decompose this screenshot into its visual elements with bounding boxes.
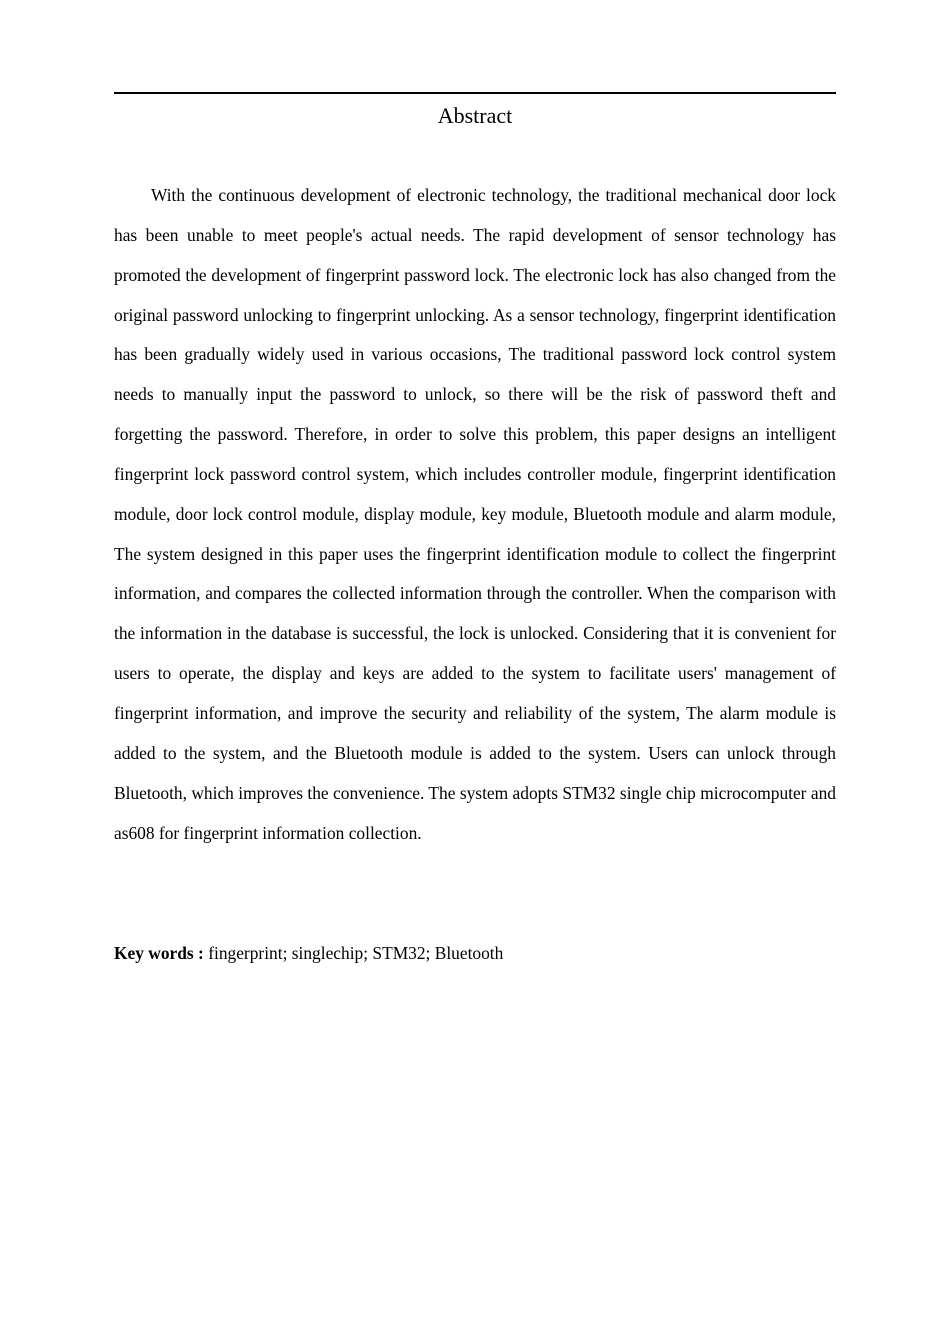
keywords-list: fingerprint; singlechip; STM32; Bluetooth — [208, 943, 504, 963]
header-rule — [114, 92, 836, 94]
keywords-label: Key words : — [114, 943, 204, 963]
keywords-line — [114, 934, 836, 974]
abstract-body: With the continuous development of electronic technology, the traditional mechanical door lock has been unable to meet people's actual needs. The rapid development of sensor technology has promoted the development of fingerprint password lock. The electronic lock has also changed from the original password unlocking to fingerprint unlocking. As a sensor technology, fingerprint identification has been gradually widely used in various occasions, The traditional password lock control system needs to manually input the password to unlock, so there will be the risk of password theft and forgetting the password. Therefore, in order to solve this problem, this paper designs an intelligent fingerprint lock password control system, which includes controller module, fingerprint identification module, door lock control module, display module, key module, Bluetooth module and alarm module, The system designed in this paper uses the fingerprint identification module to collect the fingerprint information, and compares the collected information through the controller. When the comparison with the information in the database is successful, the lock is unlocked. Considering that it is convenient for users to operate, the display and keys are added to the system to facilitate users' management of fingerprint information, and improve the security and reliability of the system, The alarm module is added to the system, and the Bluetooth module is added to the system. Users can unlock through Bluetooth, which improves the convenience. The system adopts STM32 single chip microcomputer and as608 for fingerprint information collection. — [114, 185, 836, 843]
abstract-title: Abstract — [437, 103, 513, 128]
